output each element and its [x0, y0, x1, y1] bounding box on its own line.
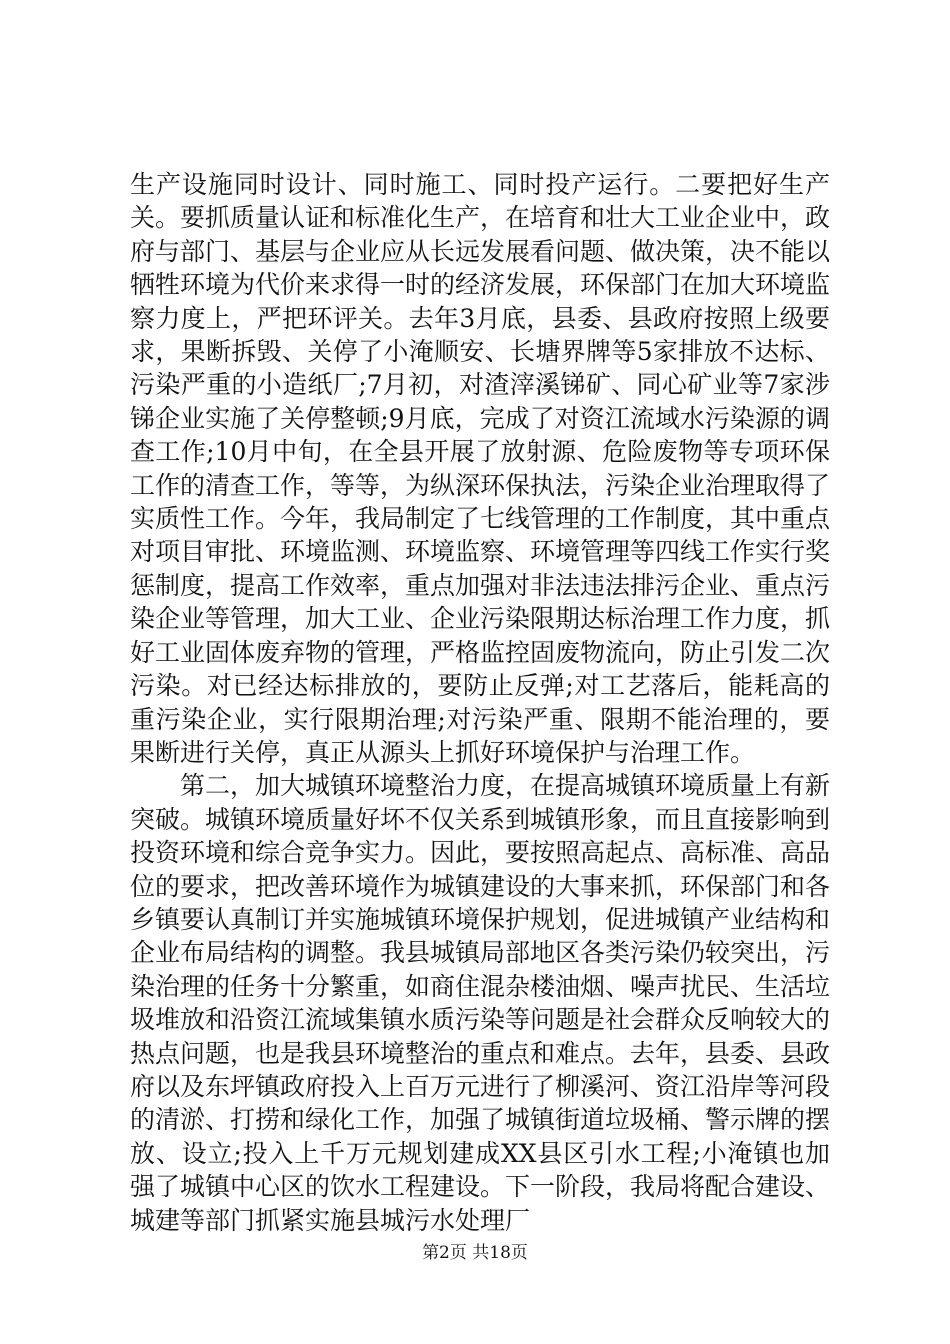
- page-number-footer: 第2页 共18页: [422, 1243, 528, 1263]
- document-body: [130, 168, 830, 1237]
- paragraph-2: 第二，加大城镇环境整治力度，在提高城镇环境质量上有新突破。城镇环境质量好坏不仅关系到城镇形象，而且直接影响到投资环境和综合竞争实力。因此，要按照高起点、高标准、高品位的要求，把改善环境作为城镇建设的大事来抓，环保部门和各乡镇要认真制订并实施城镇环境保护规划，促进城镇产业结构和企业布局结构的调整。我县城镇局部地区各类污染仍较突出，污染治理的任务十分繁重，如商住混杂楼油烟、噪声扰民、生活垃圾堆放和沿资江流域集镇水质污染等问题是社会群众反响较大的热点问题，也是我县环境整治的重点和难点。去年，县委、县政府以及东坪镇政府投入上百万元进行了柳溪河、资江沿岸等河段的清淤、打捞和绿化工作，加强了城镇街道垃圾桶、警示牌的摆放、设立;投入上千万元规划建成XX县区引水工程;小淹镇也加强了城镇中心区的饮水工程建设。下一阶段，我局将配合建设、城建等部门抓紧实施县城污水处理厂: [130, 771, 831, 1235]
- paragraph-1: 生产设施同时设计、同时施工、同时投产运行。二要把好生产关。要抓质量认证和标准化生产，在培育和壮大工业企业中，政府与部门、基层与企业应从长远发展看问题、做决策，决不能以牺牲环境为代价来求得一时的经济发展，环保部门在加大环境监察力度上，严把环评关。去年3月底，县委、县政府按照上级要求，果断拆毁、关停了小淹顺安、长塘界牌等5家排放不达标、污染严重的小造纸厂;7月初，对渣滓溪锑矿、同心矿业等7家涉锑企业实施了关停整顿;9月底，完成了对资江流域水污染源的调查工作;10月中旬，在全县开展了放射源、危险废物等专项环保工作的清查工作，等等，为纵深环保执法，污染企业治理取得了实质性工作。今年，我局制定了七线管理的工作制度，其中重点对项目审批、环境监测、环境监察、环境管理等四线工作实行奖惩制度，提高工作效率，重点加强对非法违法排污企业、重点污染企业等管理，加大工业、企业污染限期达标治理工作力度，抓好工业固体废弃物的管理，严格监控固废物流向，防止引发二次污染。对已经达标排放的，要防止反弹;对工艺落后，能耗高的重污染企业，实行限期治理;对污染严重、限期不能治理的，要果断进行关停，真正从源头上抓好环境保护与治理工作。: [130, 170, 831, 767]
